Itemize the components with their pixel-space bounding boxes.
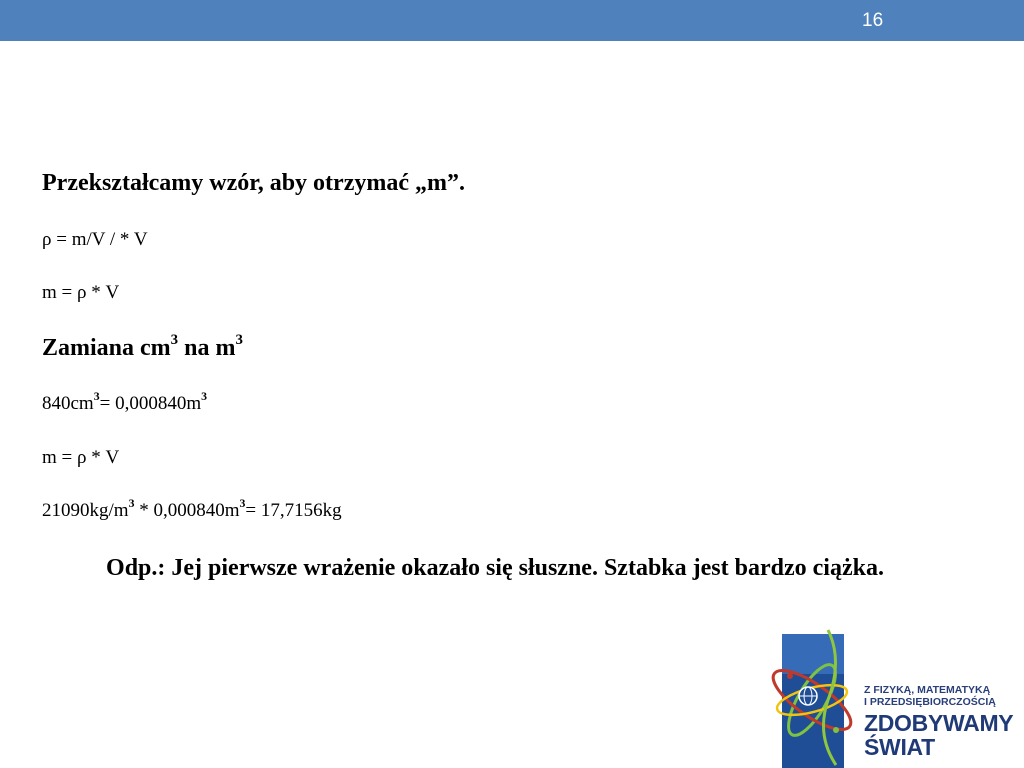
exponent: 3	[239, 496, 246, 510]
calculation-text: * 0,000840m	[134, 500, 240, 521]
calculation-text: 21090kg/m	[42, 500, 129, 521]
exponent: 3	[170, 331, 179, 348]
heading-transform-formula: Przekształcamy wzór, aby otrzymać „m”.	[42, 170, 465, 196]
conversion-text: = 0,000840m	[99, 393, 202, 414]
formula-mass-repeat: m = ρ * V	[42, 447, 120, 468]
exponent: 3	[201, 389, 207, 403]
heading-unit-conversion	[42, 331, 243, 362]
logo-title-line1: ZDOBYWAMY	[864, 710, 1014, 736]
exponent: 3	[128, 496, 135, 510]
heading-unit-conversion-text: Zamiana cm	[42, 335, 171, 361]
conversion-line	[42, 389, 207, 415]
formula-density: ρ = m/V / * V	[42, 229, 148, 250]
project-logo	[768, 620, 1024, 768]
exponent: 3	[235, 331, 243, 348]
heading-unit-conversion-text: na m	[178, 335, 236, 361]
logo-tagline-line2: I PRZEDSIĘBIORCZOŚCIĄ	[864, 696, 996, 708]
slide-number: 16	[862, 10, 884, 31]
top-banner	[0, 0, 1024, 41]
logo-title-line2: ŚWIAT	[864, 734, 935, 760]
calculation-line	[42, 496, 342, 522]
logo-text-block	[864, 684, 1013, 759]
conversion-text: 840cm	[42, 393, 94, 414]
formula-mass: m = ρ * V	[42, 282, 120, 303]
calculation-text: = 17,7156kg	[245, 500, 342, 521]
logo-tagline-line1: Z FIZYKĄ, MATEMATYKĄ	[864, 684, 991, 696]
answer-text: Odp.: Jej pierwsze wrażenie okazało się słuszne. Sztabka jest bardzo ciążka.	[106, 555, 884, 581]
exponent: 3	[93, 389, 100, 403]
